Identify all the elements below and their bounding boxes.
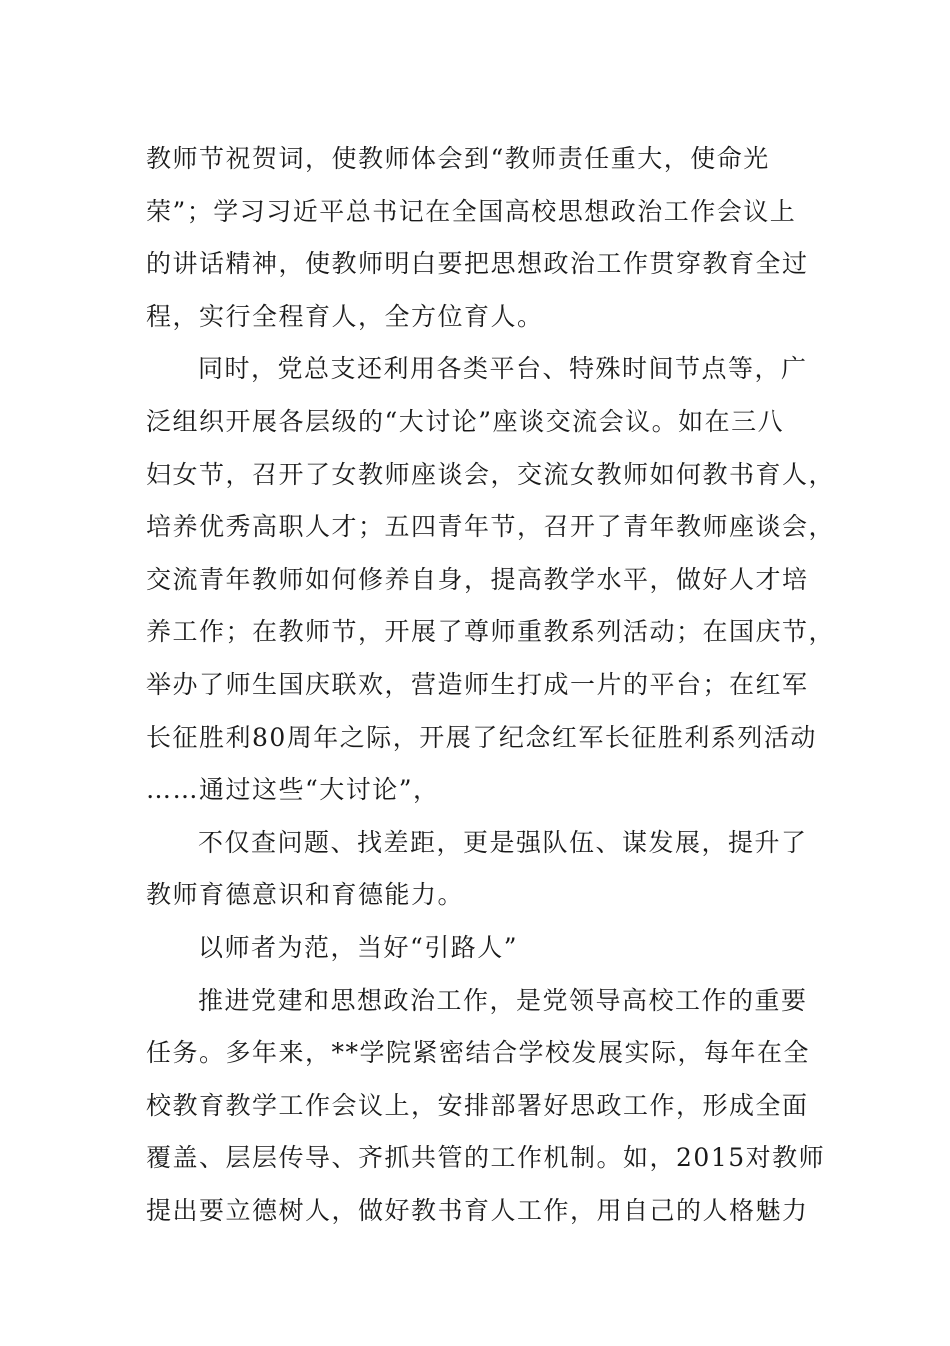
text-line: 提出要立德树人，做好教书育人工作，用自己的人格魅力 xyxy=(146,1195,809,1225)
text-line: 培养优秀高职人才；五四青年节，召开了青年教师座谈会， xyxy=(146,512,836,542)
text-line: 举办了师生国庆联欢，营造师生打成一片的平台；在红军 xyxy=(146,669,809,699)
text-line: 泛组织开展各层级的“大讨论”座谈交流会议。如在三八 xyxy=(146,406,785,436)
text-line: 程，实行全程育人，全方位育人。 xyxy=(146,301,544,331)
text-line: 教师节祝贺词，使教师体会到“教师责任重大，使命光 xyxy=(146,144,770,173)
text-line: 不仅查问题、找差距，更是强队伍、谋发展，提升了 xyxy=(198,827,808,857)
text-line: 覆盖、层层传导、齐抓共管的工作机制。如，2015对教师 xyxy=(146,1143,826,1173)
text-line: 荣”；学习习近平总书记在全国高校思想政治工作会议上 xyxy=(146,196,797,226)
text-line: 教师育德意识和育德能力。 xyxy=(146,880,465,910)
document-body xyxy=(146,133,836,1237)
text-line: 长征胜利80周年之际，开展了纪念红军长征胜利系列活动 xyxy=(146,722,817,752)
text-line: 妇女节，召开了女教师座谈会，交流女教师如何教书育人， xyxy=(146,459,836,489)
text-line: 同时，党总支还利用各类平台、特殊时间节点等，广 xyxy=(198,354,808,384)
text-line: 推进党建和思想政治工作，是党领导高校工作的重要 xyxy=(198,985,808,1015)
text-line: 养工作；在教师节，开展了尊师重教系列活动；在国庆节， xyxy=(146,617,836,647)
text-line: 的讲话精神，使教师明白要把思想政治工作贯穿教育全过 xyxy=(146,249,809,279)
section-heading: 以师者为范，当好“引路人” xyxy=(198,932,519,962)
text-line: ……通过这些“大讨论”， xyxy=(146,775,440,805)
text-line: 任务。多年来，**学院紧密结合学校发展实际，每年在全 xyxy=(146,1038,811,1068)
text-line: 校教育教学工作会议上，安排部署好思政工作，形成全面 xyxy=(146,1090,809,1120)
text-line: 交流青年教师如何修养自身，提高教学水平，做好人才培 xyxy=(146,564,809,594)
